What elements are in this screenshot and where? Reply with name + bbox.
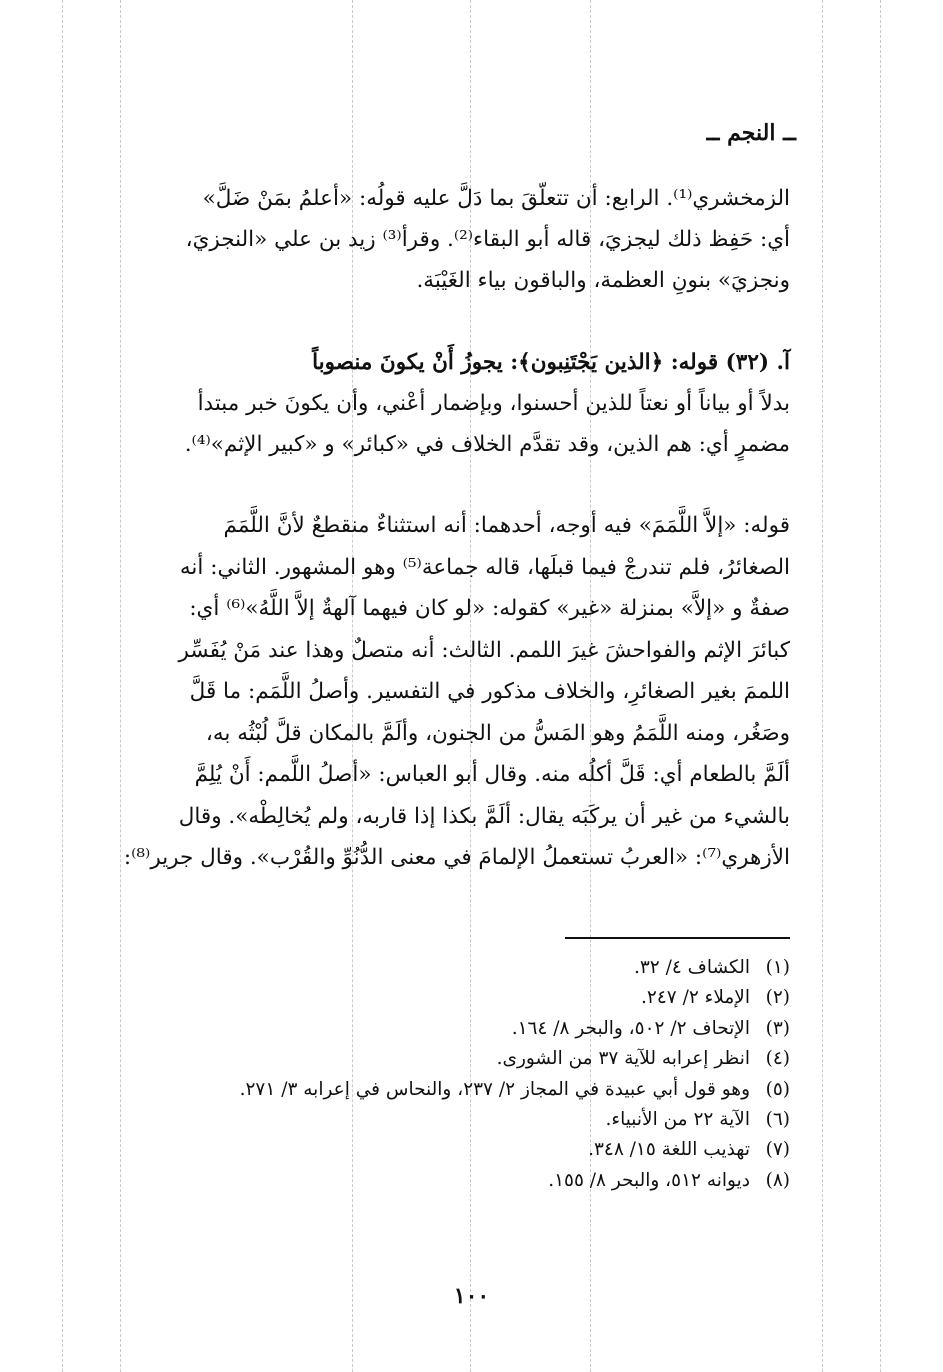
footnote-text: الآية ٢٢ من الأنبياء. [605, 1109, 750, 1131]
page-number: ١٠٠ [453, 1283, 490, 1309]
footnote-number: (٨) [765, 1169, 790, 1191]
footnote-number: (٤) [765, 1048, 790, 1070]
text-line: كبائرَ الإثم والفواحشَ غيرَ اللمم. الثالث: أنه متصلٌ وهذا عند مَنْ يُفَسِّر [178, 637, 790, 663]
footnote-number: (١) [765, 957, 790, 978]
footnote [120, 1014, 790, 1044]
footnote [120, 1166, 790, 1196]
footnote [120, 1135, 790, 1165]
text-line: وصَغُر، ومنه اللَّمَمُ وهو المَسُّ من الجنون، وألَمَّ بالمكان قلَّ لُبْثُه به، [205, 720, 790, 746]
footnote-text: الإملاء ٢/ ٢٤٧. [641, 987, 750, 1009]
text-line: أي: حَفِظ ذلك ليجزيَ، قاله أبو البقاء⁽²⁾. وقرأ⁽³⁾ زيد بن علي «النجزيَ، [185, 227, 790, 252]
footnote-number: (٦) [765, 1109, 790, 1131]
paragraph [153, 342, 790, 465]
footnote [120, 953, 790, 983]
text-line: آ. (٣٢) قوله: ﴿الذين يَجْتَنِبون﴾: يجوزُ أَنْ يكونَ منصوباً [312, 350, 790, 375]
footnote-text: الإتحاف ٢/ ٥٠٢، والبحر ٨/ ١٦٤. [511, 1017, 750, 1039]
text-line: ونجزيَ» بنونِ العظمة، والباقون بياء الغَيْبَة. [416, 268, 790, 293]
running-header: ــ النجم ــ [706, 120, 796, 146]
footnote [120, 1075, 790, 1105]
footnote [120, 1044, 790, 1074]
footnote [120, 983, 790, 1013]
text-line: بالشيء من غير أن يركَبَه يقال: ألَمَّ بكذا إذا قاربه، ولم يُخالِطْه». وقال [178, 803, 790, 829]
footnote-number: (٧) [765, 1139, 790, 1161]
footnote-number: (٢) [765, 987, 790, 1009]
footnote-text: انظر إعرابه للآية ٣٧ من الشورى. [496, 1048, 750, 1070]
text-line: قوله: «إلاَّ اللَّمَمَ» فيه أوجه، أحدهما: أنه استثناءٌ منقطعٌ لأنَّ اللَّمَمَ [223, 513, 790, 538]
footnote [120, 1105, 790, 1135]
scan-guide-line [880, 0, 881, 1372]
scan-guide-line [822, 0, 823, 1372]
footnote-number: (٣) [765, 1017, 790, 1039]
text-line: بدلاً أو بياناً أو نعتاً للذين أحسنوا، وبإضمار أعْني، وأن يكونَ خبر مبتدأ [197, 391, 790, 416]
paragraph [123, 505, 790, 879]
text-line: الأزهري⁽⁷⁾: «العربُ تستعملُ الإلمامَ في معنى الدُّنُوِّ والقُرْب». وقال جرير⁽⁸⁾: [123, 845, 790, 870]
scan-guide-line [62, 0, 63, 1372]
footnote-text: ديوانه ٥١٢، والبحر ٨/ ١٥٥. [548, 1169, 750, 1191]
text-line: مضمرٍ أي: هم الذين، وقد تقدَّم الخلاف في «كبائر» و «كبير الإثم»⁽⁴⁾. [184, 432, 790, 457]
text-line: الصغائرُ، فلم تندرجْ فيما قبلَها، قاله جماعة⁽⁵⁾ وهو المشهور. الثاني: أنه [179, 554, 790, 580]
text-line: اللممَ بغير الصغائرِ، والخلاف مذكور في التفسير. وأصلُ اللَّمَم: ما قَلَّ [189, 679, 790, 704]
text-line: الزمخشري⁽¹⁾. الرابع: أن تتعلّقَ بما دَلَّ عليه قولُه: «أعلمُ بمَنْ ضَلَّ» [202, 186, 790, 211]
footnote-number: (٥) [765, 1078, 790, 1100]
footnote-text: وهو قول أبي عبيدة في المجاز ٢/ ٢٣٧، والنحاس في إعرابه ٣/ ٢٧١. [239, 1078, 750, 1100]
footnote-divider [565, 937, 790, 939]
text-line: ألَمَّ بالطعام أي: قَلَّ أكلُه منه. وقال أبو العباس: «أصلُ اللَّمم: أَنْ يُلِمَّ [194, 762, 790, 787]
footnote-text: الكشاف ٤/ ٣٢. [633, 957, 750, 978]
paragraph [153, 178, 790, 301]
footnotes [120, 953, 790, 1196]
footnote-text: تهذيب اللغة ١٥/ ٣٤٨. [588, 1139, 750, 1161]
text-line: صفةٌ و «إلاَّ» بمنزلة «غير» كقوله: «لو كان فيهما آلهةٌ إلاَّ اللَّهُ»⁽⁶⁾ أي: [189, 596, 790, 621]
